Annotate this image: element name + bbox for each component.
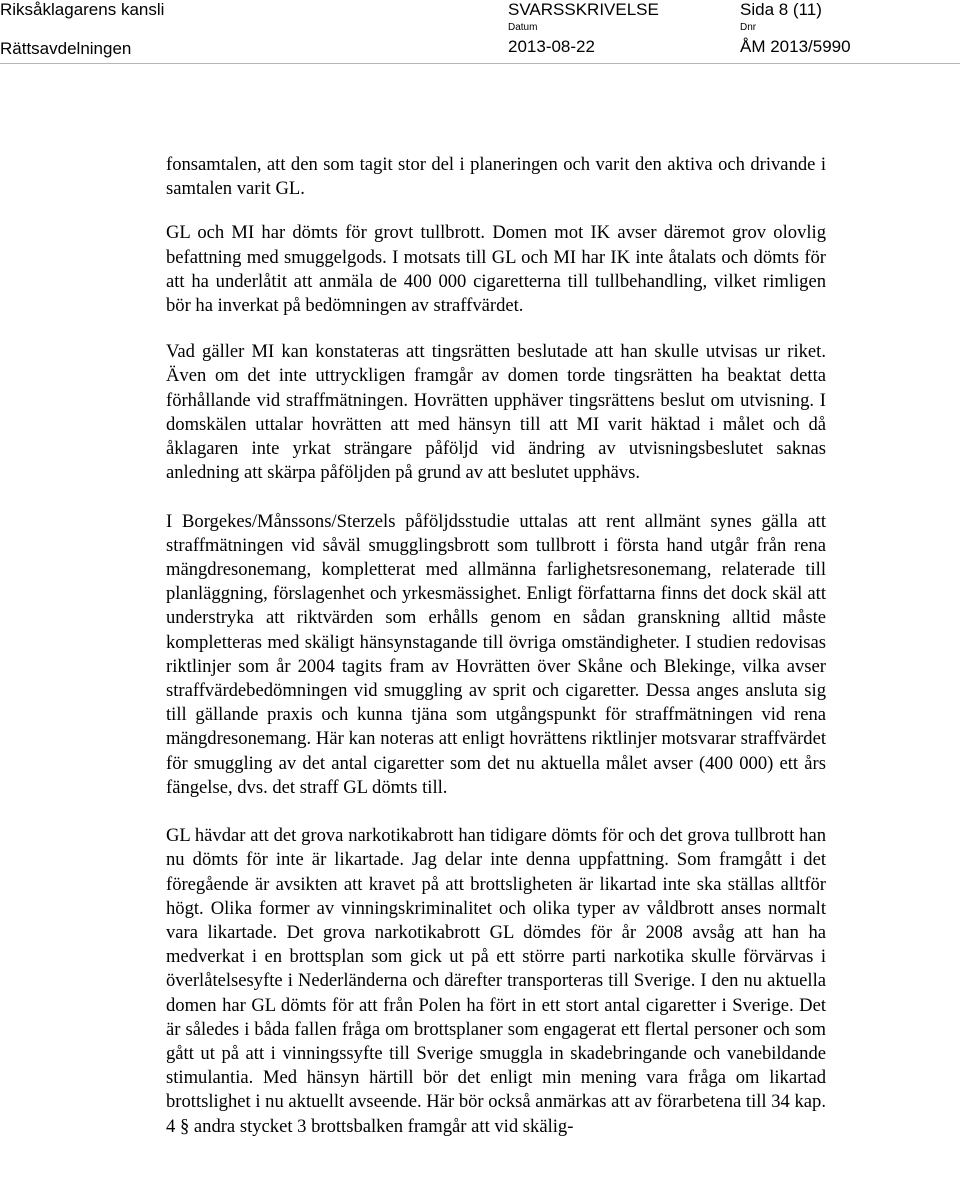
- paragraph-1: fonsamtalen, att den som tagit stor del i planeringen och varit den aktiva och drivande i samtalen varit GL.: [166, 154, 826, 200]
- paragraph-4: I Borgekes/Månssons/Sterzels påföljdsstudie uttalas att rent allmänt synes gälla att straffmätningen vid såväl smugglingsbrott som tullbrott i första hand utgår från rena mängdresonemang, kompletterat med allmänna farlighetsresonemang, relaterade till planläggning, förslagenhet och yrkesmässighet. Enligt författarna finns det dock skäl att understryka att riktvärden som erhålls genom en sådan granskning alltid måste kompletteras med skäligt hänsynstagande till övriga omständigheter. I studien redovisas riktlinjer som år 2004 tagits fram av Hovrätten över Skåne och Blekinge, vilka avser straffvärdebedömningen vid smuggling av sprit och cigaretter. Dessa anges ansluta sig till gällande praxis och kunna tjäna som utgångspunkt för straffmätningen vid rena mängdresonemang. Här kan noteras att enligt hovrättens riktlinjer motsvarar straffvärdet för smuggling av det antal cigaretter som det nu aktuella målet avser (400 000) ett års fängelse, dvs. det straff GL dömts till.: [166, 510, 826, 798]
- header-date-value: 2013-08-22: [508, 37, 595, 56]
- paragraph-2: GL och MI har dömts för grovt tullbrott. Domen mot IK avser däremot grov olovlig befattning med smuggelgods. I motsats till GL och MI har IK inte åtalats och dömts för att ha underlåtit att anmäla de 400 000 cigaretterna till tullbehandling, vilket rimligen bör ha inverkat på bedömningen av straffvärdet.: [166, 222, 826, 317]
- paragraph-5: GL hävdar att det grova narkotikabrott han tidigare dömts för och det grova tullbrott han nu dömts för inte är likartade. Jag delar inte denna uppfattning. Som framgått i det föregående är avsikten att kravet på att brottsligheten är likartad inte ska ställas alltför högt. Olika former av vinningskriminalitet och olika typer av våldbrott anses normalt vara likartade. Det grova narkotikabrott GL dömdes för år 2008 avsåg att han ha medverkat i en brottsplan som gick ut på ett större parti narkotika skulle förvärvas i överlåtelsesyfte i Nederländerna och därefter transporteras till Sverige. I den nu aktuella domen har GL dömts för att från Polen ha fört in ett stort antal cigaretter i Sverige. Det är således i båda fallen fråga om brottsplaner som engagerat ett flertal personer och som gått ut på att i vinningssyfte till Sverige smuggla in skadebringande och vanebildande stimulantia. Med hänsyn härtill bör det enligt min mening vara fråga om likartad brottslighet i nu aktuellt avseende. Här bör också anmärkas att av förarbetena till 34 kap. 4 § andra stycket 3 brottsbalken framgår att vid skälig-: [166, 825, 826, 1137]
- page-header: [0, 0, 960, 66]
- header-document-type: SVARSSKRIVELSE: [508, 0, 659, 19]
- header-organization: Riksåklagarens kansli: [0, 0, 165, 19]
- header-org-block: [0, 0, 164, 59]
- header-dnr-label: Dnr: [740, 22, 757, 33]
- header-department: Rättsavdelningen: [0, 39, 132, 58]
- header-date-label: Datum: [508, 22, 538, 33]
- header-dnr-value: ÅM 2013/5990: [740, 37, 851, 56]
- document-body: [166, 153, 826, 1139]
- header-divider: [0, 63, 960, 64]
- paragraph-3: Vad gäller MI kan konstateras att tingsrätten beslutade att han skulle utvisas ur riket. Även om det inte uttryckligen framgår av domen torde tingsrätten ha beaktat detta förhållande vid straffmätningen. Hovrätten upphäver tingsrättens beslut om utvisning. I domskälen uttalar hovrätten att med hänsyn till att MI varit häktad i målet och då åklagaren inte yrkat strängare påföljd vid ändring av utvisningsbeslutet saknas anledning att skärpa påföljden på grund av att beslutet upphävs.: [166, 341, 826, 484]
- header-page-number: Sida 8 (11): [740, 0, 822, 19]
